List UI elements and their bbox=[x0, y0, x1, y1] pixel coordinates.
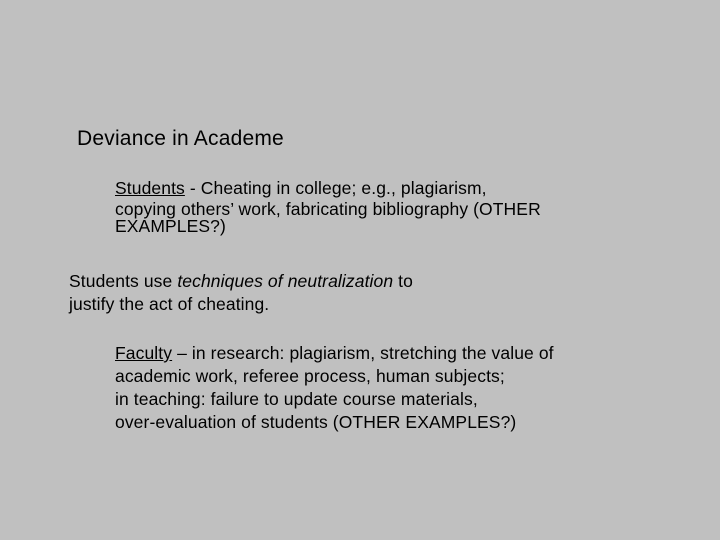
neutralization-line-1 bbox=[69, 270, 413, 293]
faculty-line-1-text: – in research: plagiarism, stretching the value of bbox=[172, 343, 554, 363]
students-line-3: EXAMPLES?) bbox=[115, 216, 226, 236]
faculty-line-1 bbox=[115, 342, 554, 365]
faculty-line-3: in teaching: failure to update course materials, bbox=[115, 389, 478, 409]
faculty-term: Faculty bbox=[115, 343, 173, 363]
neutralization-paragraph bbox=[69, 270, 413, 316]
neutralization-line-1-post: to bbox=[393, 271, 413, 291]
neutralization-term: techniques of neutralization bbox=[177, 271, 394, 291]
faculty-line-4: over-evaluation of students (OTHER EXAMPLES?) bbox=[115, 412, 517, 432]
students-line-1-text: - Cheating in college; e.g., plagiarism, bbox=[184, 178, 487, 198]
neutralization-line-2: justify the act of cheating. bbox=[69, 294, 270, 314]
faculty-paragraph bbox=[115, 342, 554, 434]
students-line-1 bbox=[115, 178, 541, 199]
students-line-2: copying others’ work, fabricating bibliography (OTHER bbox=[115, 199, 541, 219]
students-paragraph bbox=[115, 178, 541, 237]
slide-title: Deviance in Academe bbox=[77, 127, 284, 150]
faculty-line-2: academic work, referee process, human subjects; bbox=[115, 366, 505, 386]
neutralization-line-1-pre: Students use bbox=[69, 271, 178, 291]
students-term: Students bbox=[115, 178, 185, 198]
